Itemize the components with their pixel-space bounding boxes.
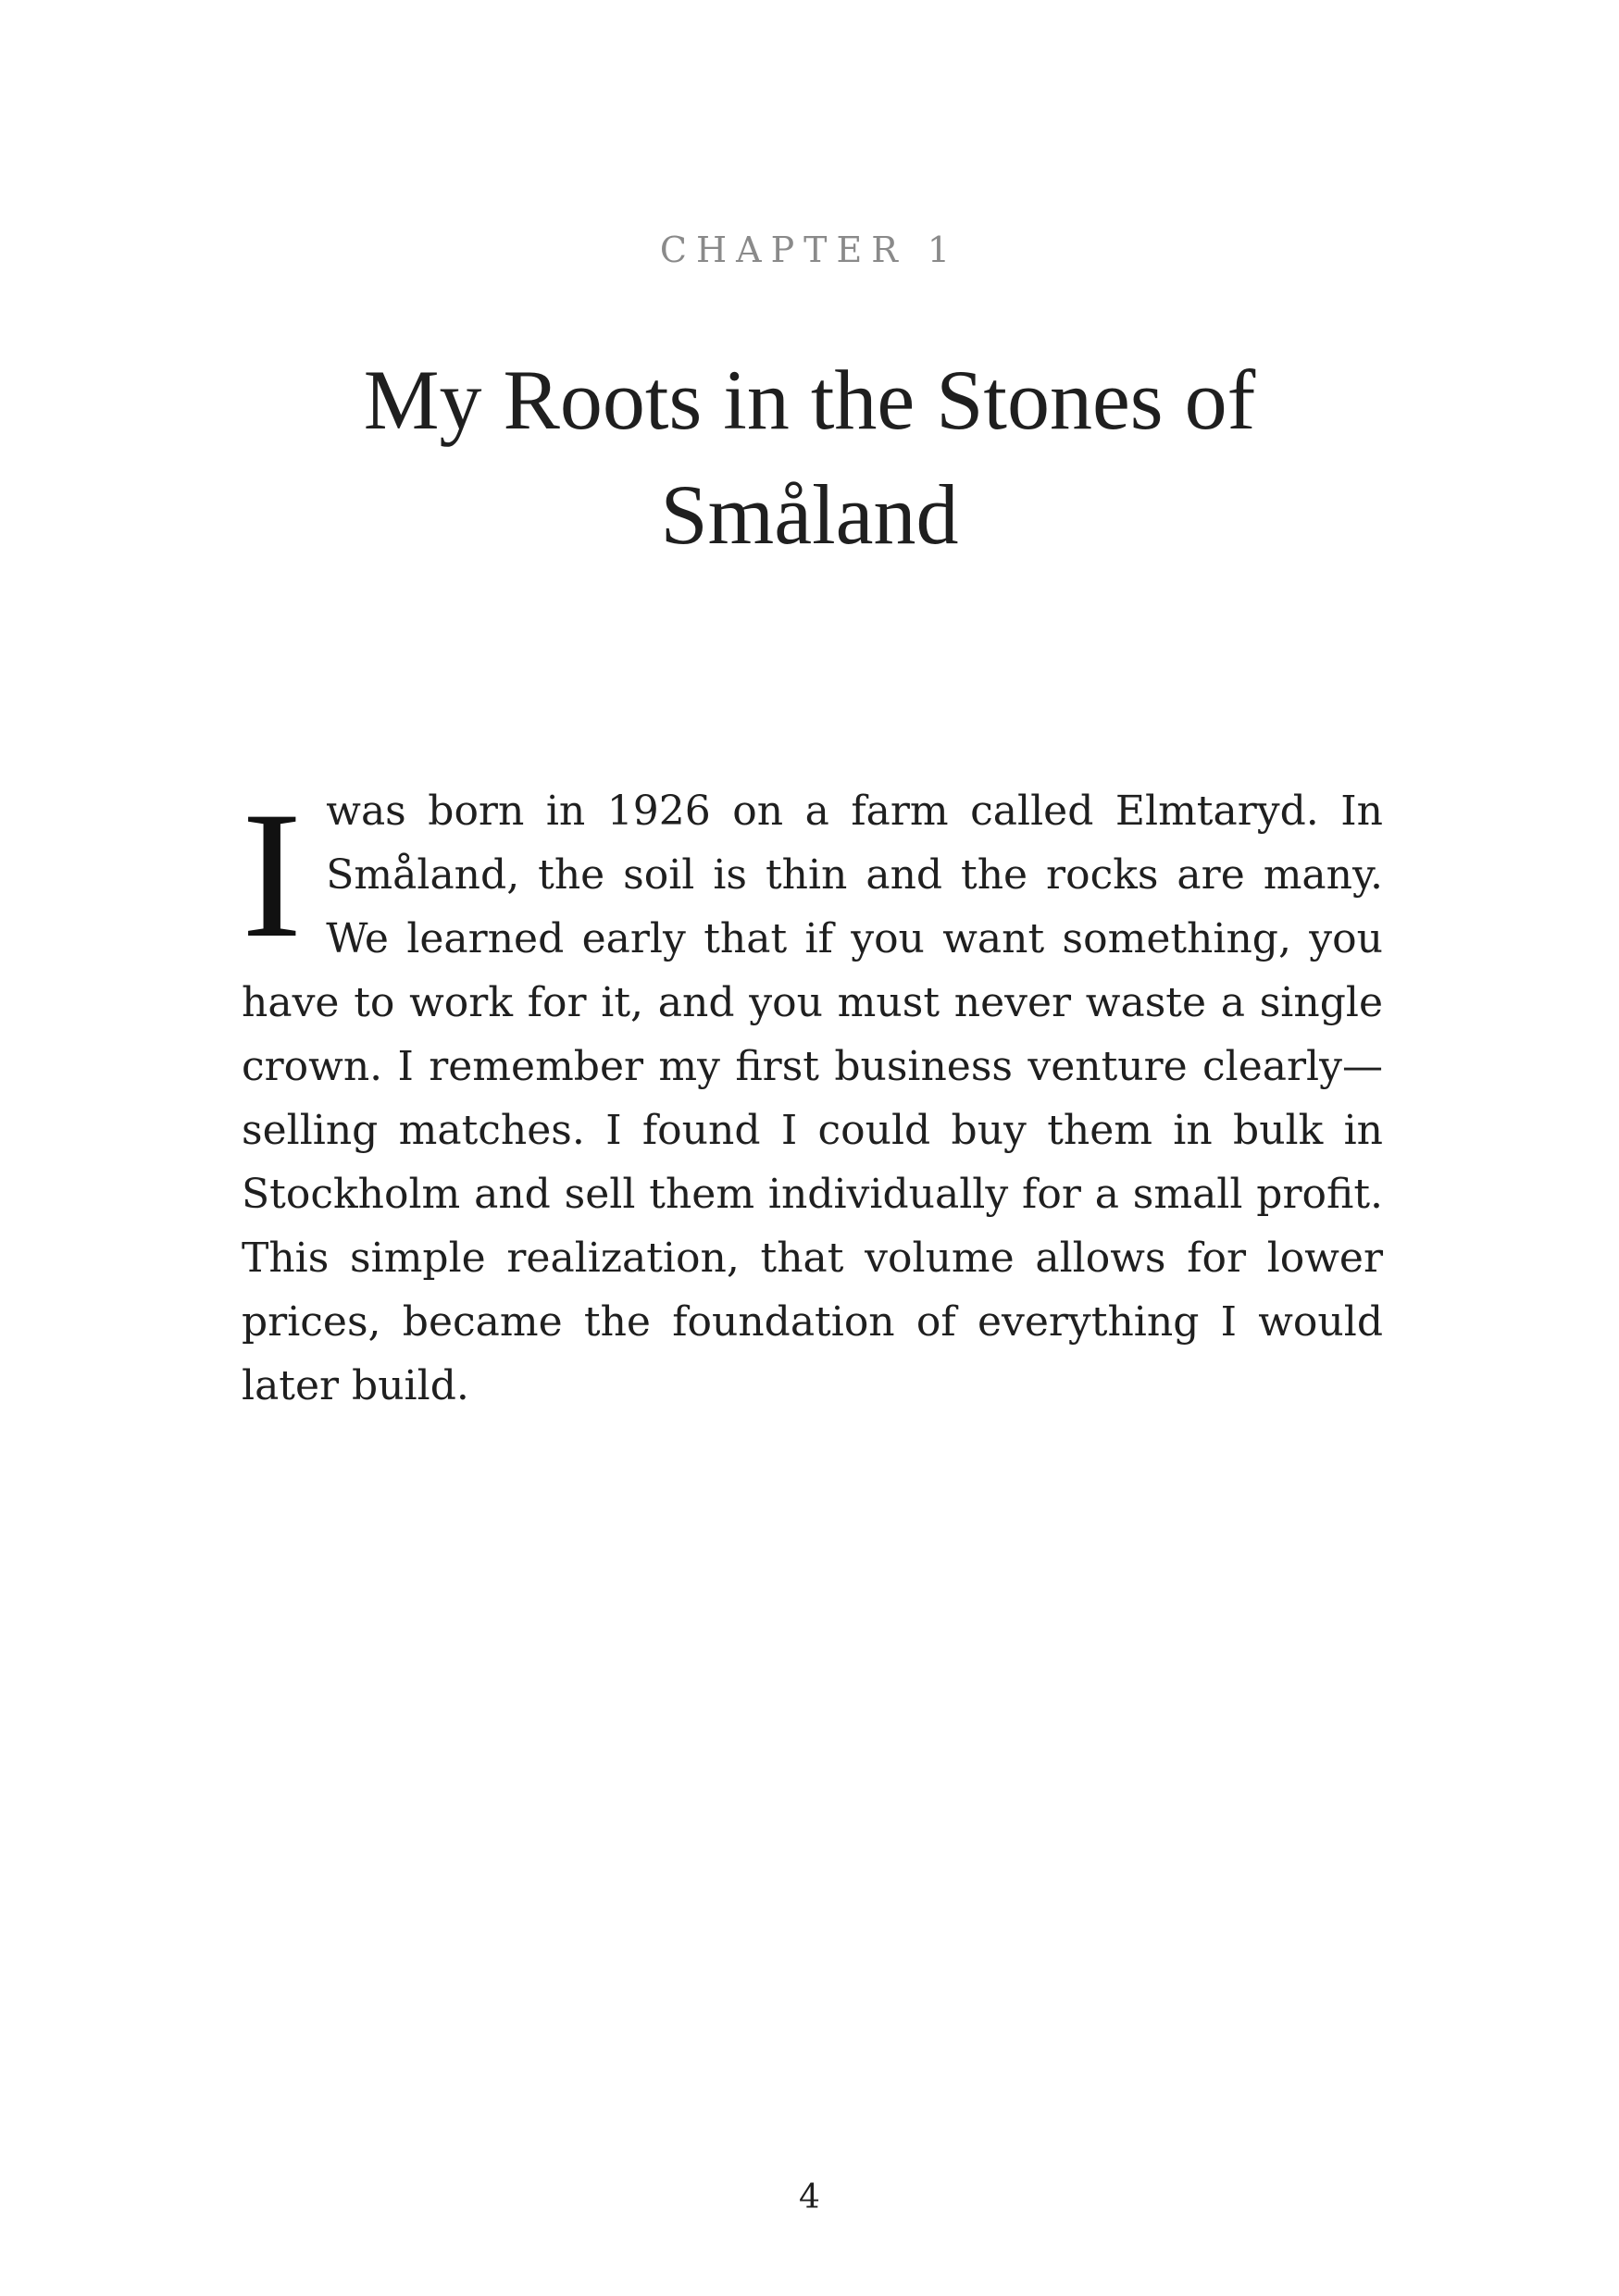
chapter-label: CHAPTER 1 bbox=[659, 230, 960, 270]
paragraph-text: was born in 1926 on a farm called Elmtaryd. In Småland, the soil is thin and the rocks are many. We learned early that if you want something, you have to work for it, and you must never waste a single crown. I remember my first business venture clearly—selling matches. I found I could buy them in bulk in Stockholm and sell them individually for a small profit. This simple realization, that volume allows for lower prices, became the foundation of everything I would later build. bbox=[242, 788, 1383, 1409]
drop-cap: I bbox=[242, 775, 303, 975]
page-number: 4 bbox=[799, 2178, 820, 2216]
chapter-body-paragraph bbox=[242, 775, 1383, 1418]
chapter-title: My Roots in the Stones of Småland bbox=[363, 353, 1256, 562]
